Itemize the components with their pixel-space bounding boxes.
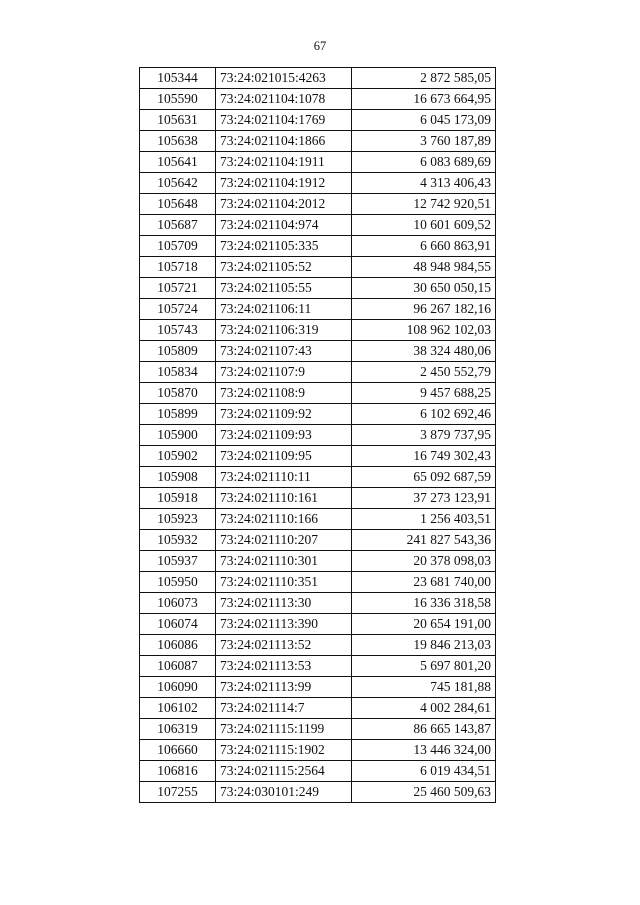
- cadastral-number-cell: 73:24:021113:99: [216, 677, 352, 698]
- cadastral-value-cell: 65 092 687,59: [352, 467, 496, 488]
- cadastral-value-cell: 16 673 664,95: [352, 89, 496, 110]
- table-row: [140, 152, 496, 173]
- table-row: [140, 383, 496, 404]
- cadastral-number-cell: 73:24:021105:335: [216, 236, 352, 257]
- cadastral-value-cell: 20 378 098,03: [352, 551, 496, 572]
- row-id-cell: 105631: [140, 110, 216, 131]
- cadastral-value-cell: 13 446 324,00: [352, 740, 496, 761]
- row-id-cell: 105908: [140, 467, 216, 488]
- cadastral-number-cell: 73:24:021115:1199: [216, 719, 352, 740]
- table-row: [140, 740, 496, 761]
- cadastral-value-cell: 96 267 182,16: [352, 299, 496, 320]
- cadastral-number-cell: 73:24:021113:53: [216, 656, 352, 677]
- row-id-cell: 105638: [140, 131, 216, 152]
- cadastral-value-cell: 6 660 863,91: [352, 236, 496, 257]
- cadastral-value-cell: 38 324 480,06: [352, 341, 496, 362]
- cadastral-number-cell: 73:24:021113:30: [216, 593, 352, 614]
- cadastral-number-cell: 73:24:021104:1769: [216, 110, 352, 131]
- cadastral-number-cell: 73:24:021110:207: [216, 530, 352, 551]
- cadastral-value-cell: 16 749 302,43: [352, 446, 496, 467]
- row-id-cell: 105590: [140, 89, 216, 110]
- table-row: [140, 278, 496, 299]
- table-row: [140, 551, 496, 572]
- cadastral-number-cell: 73:24:021115:1902: [216, 740, 352, 761]
- table-row: [140, 320, 496, 341]
- row-id-cell: 106074: [140, 614, 216, 635]
- row-id-cell: 105870: [140, 383, 216, 404]
- cadastral-number-cell: 73:24:021015:4263: [216, 68, 352, 89]
- cadastral-value-cell: 4 002 284,61: [352, 698, 496, 719]
- table-row: [140, 614, 496, 635]
- cadastral-value-cell: 10 601 609,52: [352, 215, 496, 236]
- cadastral-number-cell: 73:24:021107:9: [216, 362, 352, 383]
- table-row: [140, 404, 496, 425]
- cadastral-value-cell: 6 102 692,46: [352, 404, 496, 425]
- cadastral-value-cell: 23 681 740,00: [352, 572, 496, 593]
- cadastral-number-cell: 73:24:021108:9: [216, 383, 352, 404]
- row-id-cell: 105721: [140, 278, 216, 299]
- cadastral-value-cell: 3 760 187,89: [352, 131, 496, 152]
- table-row: [140, 362, 496, 383]
- cadastral-number-cell: 73:24:021106:11: [216, 299, 352, 320]
- cadastral-value-cell: 48 948 984,55: [352, 257, 496, 278]
- table-row: [140, 530, 496, 551]
- cadastral-number-cell: 73:24:030101:249: [216, 782, 352, 803]
- cadastral-number-cell: 73:24:021113:390: [216, 614, 352, 635]
- row-id-cell: 105709: [140, 236, 216, 257]
- cadastral-number-cell: 73:24:021104:1866: [216, 131, 352, 152]
- table-row: [140, 110, 496, 131]
- table-row: [140, 425, 496, 446]
- row-id-cell: 105834: [140, 362, 216, 383]
- cadastral-number-cell: 73:24:021109:92: [216, 404, 352, 425]
- row-id-cell: 106073: [140, 593, 216, 614]
- row-id-cell: 106319: [140, 719, 216, 740]
- table-row: [140, 719, 496, 740]
- row-id-cell: 106087: [140, 656, 216, 677]
- cadastral-value-cell: 2 872 585,05: [352, 68, 496, 89]
- row-id-cell: 105899: [140, 404, 216, 425]
- table-row: [140, 677, 496, 698]
- table-row: [140, 782, 496, 803]
- table-row: [140, 761, 496, 782]
- row-id-cell: 105718: [140, 257, 216, 278]
- table-row: [140, 635, 496, 656]
- table-row: [140, 299, 496, 320]
- cadastral-value-cell: 4 313 406,43: [352, 173, 496, 194]
- table-row: [140, 656, 496, 677]
- table-row: [140, 257, 496, 278]
- row-id-cell: 105950: [140, 572, 216, 593]
- row-id-cell: 105641: [140, 152, 216, 173]
- row-id-cell: 105918: [140, 488, 216, 509]
- cadastral-value-cell: 25 460 509,63: [352, 782, 496, 803]
- cadastral-number-cell: 73:24:021109:95: [216, 446, 352, 467]
- row-id-cell: 105687: [140, 215, 216, 236]
- cadastral-number-cell: 73:24:021115:2564: [216, 761, 352, 782]
- table-row: [140, 467, 496, 488]
- table-row: [140, 572, 496, 593]
- row-id-cell: 105724: [140, 299, 216, 320]
- table-row: [140, 131, 496, 152]
- row-id-cell: 106816: [140, 761, 216, 782]
- cadastral-value-cell: 16 336 318,58: [352, 593, 496, 614]
- cadastral-value-cell: 108 962 102,03: [352, 320, 496, 341]
- cadastral-value-cell: 1 256 403,51: [352, 509, 496, 530]
- cadastral-value-cell: 5 697 801,20: [352, 656, 496, 677]
- cadastral-number-cell: 73:24:021114:7: [216, 698, 352, 719]
- row-id-cell: 105902: [140, 446, 216, 467]
- row-id-cell: 105642: [140, 173, 216, 194]
- cadastral-number-cell: 73:24:021110:166: [216, 509, 352, 530]
- table-row: [140, 236, 496, 257]
- cadastral-number-cell: 73:24:021110:11: [216, 467, 352, 488]
- table-row: [140, 89, 496, 110]
- cadastral-number-cell: 73:24:021110:161: [216, 488, 352, 509]
- cadastral-number-cell: 73:24:021107:43: [216, 341, 352, 362]
- table-row: [140, 173, 496, 194]
- cadastral-number-cell: 73:24:021106:319: [216, 320, 352, 341]
- cadastral-number-cell: 73:24:021104:1078: [216, 89, 352, 110]
- table-row: [140, 194, 496, 215]
- cadastral-number-cell: 73:24:021104:974: [216, 215, 352, 236]
- table-row: [140, 593, 496, 614]
- cadastral-value-cell: 12 742 920,51: [352, 194, 496, 215]
- row-id-cell: 105937: [140, 551, 216, 572]
- table-body: [140, 68, 496, 803]
- page-number: 67: [313, 39, 327, 53]
- row-id-cell: 105932: [140, 530, 216, 551]
- cadastral-number-cell: 73:24:021105:52: [216, 257, 352, 278]
- cadastral-value-cell: 30 650 050,15: [352, 278, 496, 299]
- cadastral-value-cell: 37 273 123,91: [352, 488, 496, 509]
- cadastral-value-cell: 6 045 173,09: [352, 110, 496, 131]
- cadastral-number-cell: 73:24:021105:55: [216, 278, 352, 299]
- table-row: [140, 698, 496, 719]
- row-id-cell: 106086: [140, 635, 216, 656]
- cadastral-value-cell: 6 083 689,69: [352, 152, 496, 173]
- cadastral-value-table: [139, 67, 496, 803]
- cadastral-value-cell: 6 019 434,51: [352, 761, 496, 782]
- table-row: [140, 509, 496, 530]
- row-id-cell: 105923: [140, 509, 216, 530]
- cadastral-value-cell: 745 181,88: [352, 677, 496, 698]
- row-id-cell: 105900: [140, 425, 216, 446]
- cadastral-number-cell: 73:24:021113:52: [216, 635, 352, 656]
- cadastral-number-cell: 73:24:021104:2012: [216, 194, 352, 215]
- cadastral-value-cell: 86 665 143,87: [352, 719, 496, 740]
- table-row: [140, 68, 496, 89]
- cadastral-number-cell: 73:24:021110:351: [216, 572, 352, 593]
- row-id-cell: 106090: [140, 677, 216, 698]
- table-row: [140, 215, 496, 236]
- cadastral-value-cell: 2 450 552,79: [352, 362, 496, 383]
- cadastral-value-cell: 19 846 213,03: [352, 635, 496, 656]
- cadastral-value-cell: 241 827 543,36: [352, 530, 496, 551]
- cadastral-number-cell: 73:24:021110:301: [216, 551, 352, 572]
- cadastral-number-cell: 73:24:021109:93: [216, 425, 352, 446]
- row-id-cell: 106102: [140, 698, 216, 719]
- row-id-cell: 105648: [140, 194, 216, 215]
- row-id-cell: 105743: [140, 320, 216, 341]
- cadastral-value-cell: 3 879 737,95: [352, 425, 496, 446]
- row-id-cell: 106660: [140, 740, 216, 761]
- row-id-cell: 105809: [140, 341, 216, 362]
- table-row: [140, 446, 496, 467]
- cadastral-number-cell: 73:24:021104:1911: [216, 152, 352, 173]
- cadastral-number-cell: 73:24:021104:1912: [216, 173, 352, 194]
- row-id-cell: 105344: [140, 68, 216, 89]
- cadastral-value-cell: 9 457 688,25: [352, 383, 496, 404]
- cadastral-value-cell: 20 654 191,00: [352, 614, 496, 635]
- row-id-cell: 107255: [140, 782, 216, 803]
- table-row: [140, 488, 496, 509]
- table-row: [140, 341, 496, 362]
